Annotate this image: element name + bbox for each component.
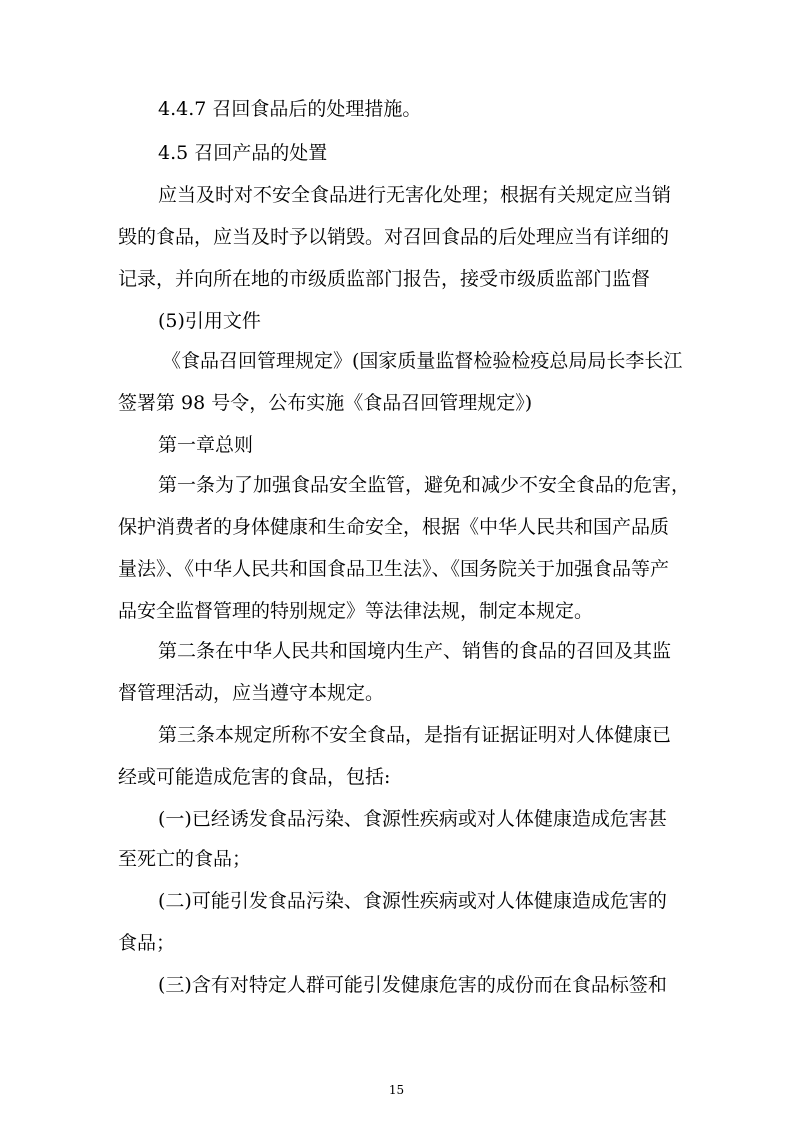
text-line: 毁的食品，应当及时予以销毁。对召回食品的后处理应当有详细的 <box>118 226 670 248</box>
text-line: 保护消费者的身体健康和生命安全，根据《中华人民共和国产品质 <box>118 516 670 538</box>
text-line: 《食品召回管理规定》(国家质量监督检验检疫总局局长李长江 <box>162 350 683 372</box>
text-line: (一)已经诱发食品污染、食源性疾病或对人体健康造成危害甚 <box>158 808 667 830</box>
text-line: 食品； <box>118 932 176 954</box>
page-number: 15 <box>388 1083 405 1097</box>
text-line: 经或可能造成危害的食品，包括: <box>118 766 391 788</box>
text-line: 第一章总则 <box>158 434 254 456</box>
text-line: 督管理活动，应当遵守本规定。 <box>118 682 385 704</box>
text-line: 第二条在中华人民共和国境内生产、销售的食品的召回及其监 <box>158 640 672 662</box>
text-line: 第三条本规定所称不安全食品，是指有证据证明对人体健康已 <box>158 724 672 746</box>
text-line: (三)含有对特定人群可能引发健康危害的成份而在食品标签和 <box>158 974 667 996</box>
text-line: (5)引用文件 <box>158 310 261 332</box>
text-line: 签署第 98 号令，公布实施《食品召回管理规定》) <box>118 392 533 414</box>
text-line: 第一条为了加强食品安全监管，避免和减少不安全食品的危害， <box>158 474 691 496</box>
text-line: 至死亡的食品； <box>118 848 252 870</box>
text-line: 应当及时对不安全食品进行无害化处理；根据有关规定应当销 <box>158 184 672 206</box>
text-line: 4.4.7 召回食品后的处理措施。 <box>158 98 422 120</box>
text-line: 记录，并向所在地的市级质监部门报告，接受市级质监部门监督 <box>118 268 651 290</box>
text-line: 品安全监督管理的特别规定》等法律法规，制定本规定。 <box>118 600 594 622</box>
text-line: 4.5 召回产品的处置 <box>158 142 328 164</box>
text-line: (二)可能引发食品污染、食源性疾病或对人体健康造成危害的 <box>158 890 667 912</box>
text-line: 量法》、《中华人民共和国食品卫生法》、《国务院关于加强食品等产 <box>118 558 670 580</box>
